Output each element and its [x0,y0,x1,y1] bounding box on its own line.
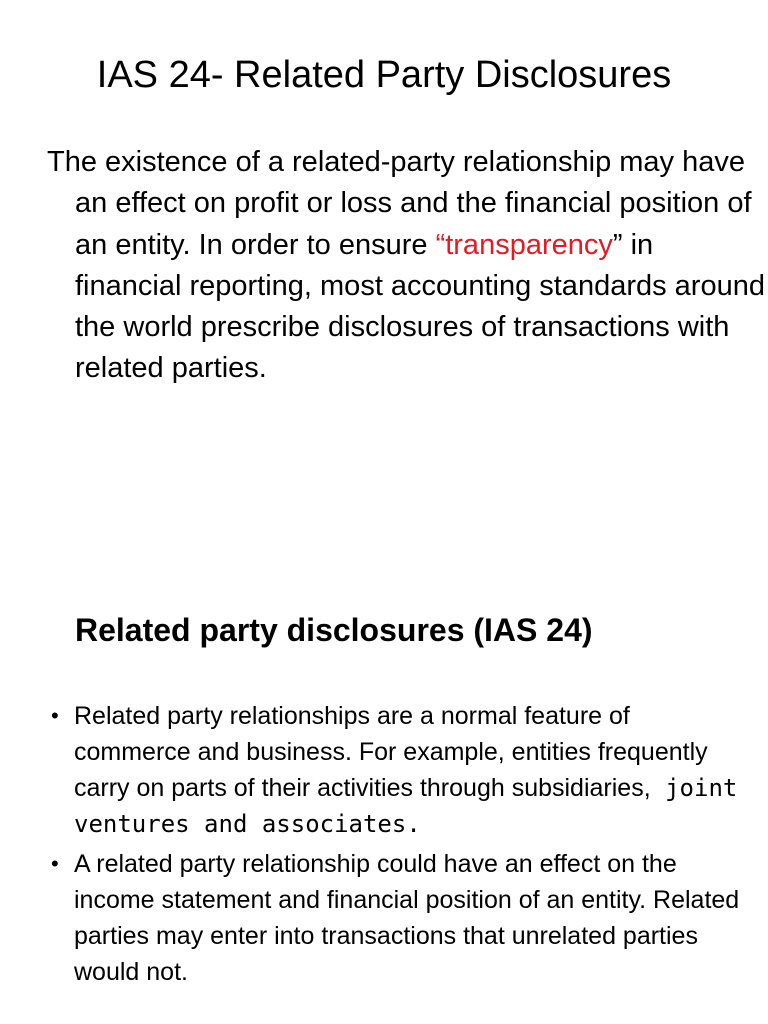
intro-paragraph [47,142,765,390]
transparency-highlight: “transparency [435,228,613,261]
slide-related-party-disclosures [0,570,768,1024]
list-item [48,698,748,842]
slide-title: IAS 24- Related Party Disclosures [96,54,672,96]
list-item [48,846,748,990]
bullet-list [48,698,748,994]
bullet-text-mono: joint ventures and associates. [74,774,738,838]
slide-ias24-overview [0,0,768,470]
bullet-icon: • [51,703,59,728]
paragraph-text-end: ” in financial reporting, most accounting standards around the world prescribe disclosures of transactions with related parties. [75,228,765,385]
bullet-text: Related party relationships are a normal feature of commerce and business. For example, entities frequently carry on parts of their activities through subsidiaries, [74,702,708,802]
paragraph-text-start: The existence of a related-party relationship may have an effect on profit or loss and the financial position of an entity. In order to ensure [47,146,752,261]
bullet-icon: • [51,851,59,876]
section-heading: Related party disclosures (IAS 24) [75,612,593,648]
bullet-text: A related party relationship could have an effect on the income statement and financial position of an entity. Related parties may enter into transactions that unrelated parties would not. [74,850,740,986]
